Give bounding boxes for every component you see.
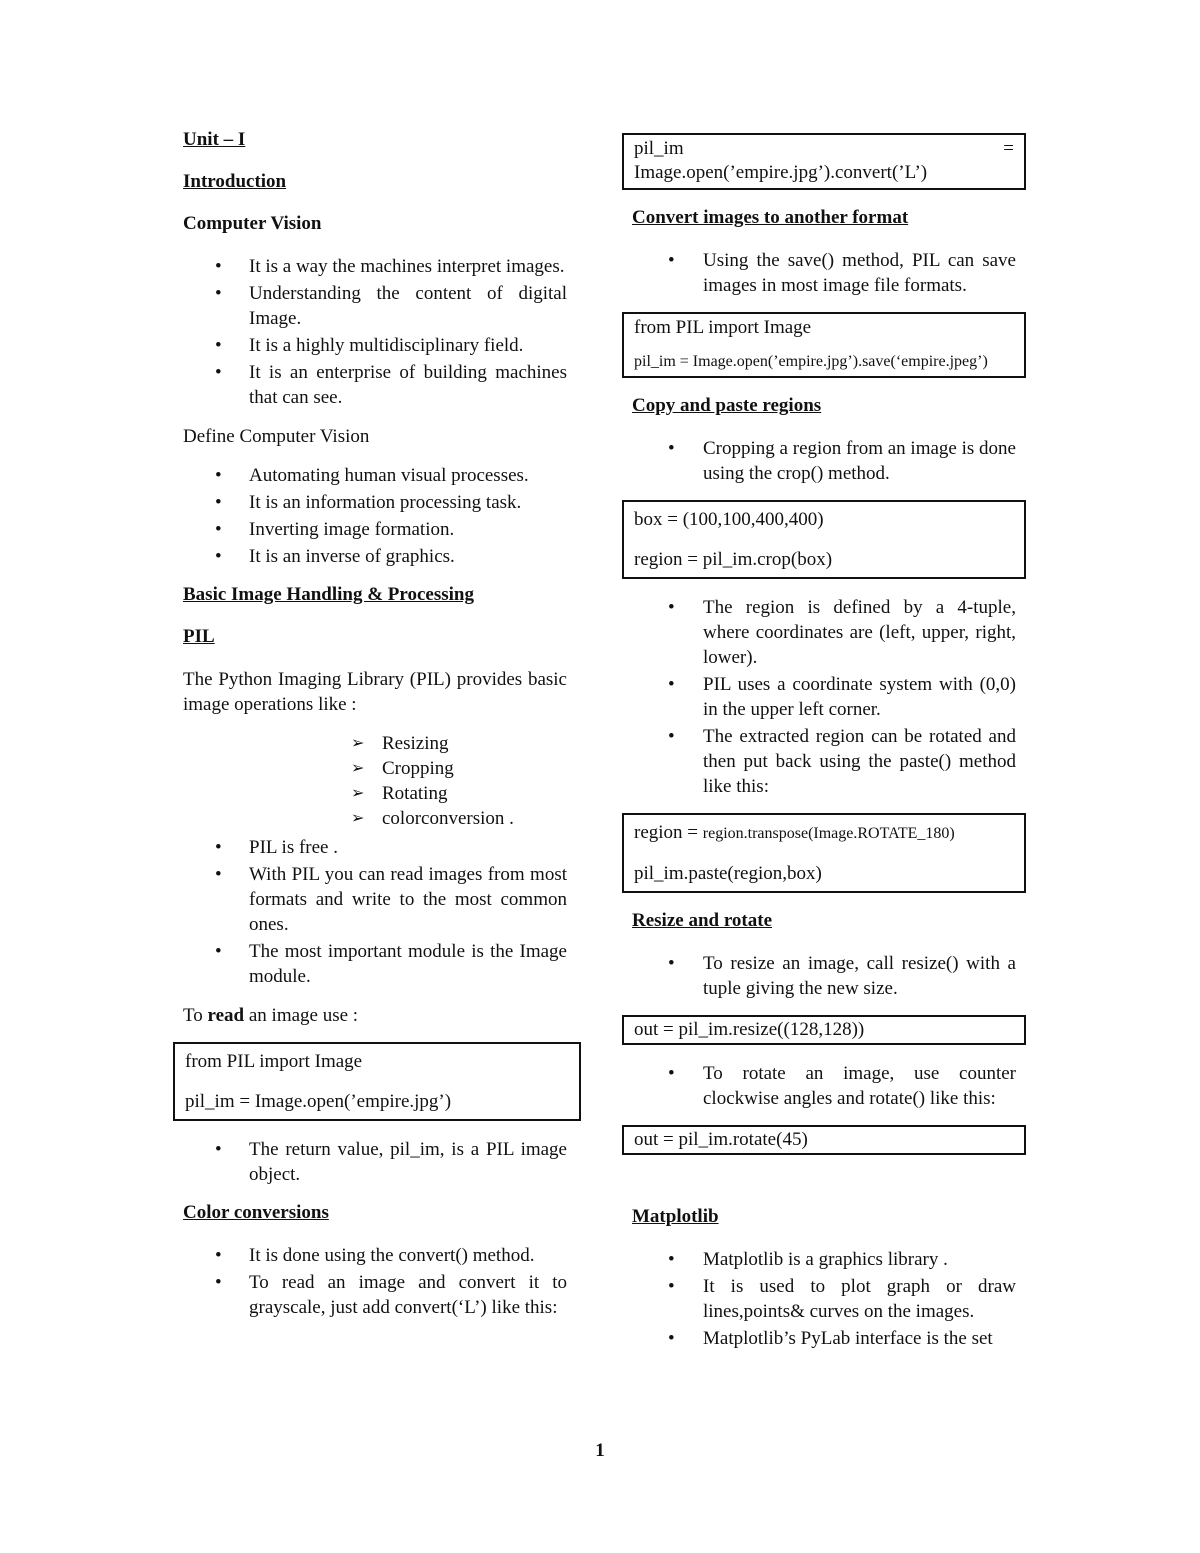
list-item bbox=[183, 360, 567, 410]
copy-paste-heading: Copy and paste regions bbox=[632, 395, 822, 416]
convert-code-box bbox=[622, 133, 1026, 190]
matplotlib-heading: Matplotlib bbox=[632, 1206, 719, 1227]
resize-code-box bbox=[622, 1015, 1026, 1045]
color-bullet-list bbox=[183, 1243, 567, 1320]
list-item bbox=[183, 1137, 567, 1187]
rotate-code-box bbox=[622, 1125, 1026, 1155]
arrow-bullet-icon: ➢ bbox=[351, 810, 365, 827]
introduction-heading: Introduction bbox=[183, 171, 287, 192]
bullet-icon: • bbox=[668, 250, 675, 271]
bullet-icon: • bbox=[215, 465, 222, 486]
resize-bullet-list bbox=[622, 951, 1016, 1001]
unit-heading: Unit – I bbox=[183, 129, 246, 150]
list-item-text: Cropping a region from an image is done using the crop() method. bbox=[703, 438, 1016, 484]
list-item-text: It is an information processing task. bbox=[249, 492, 522, 513]
list-item-text: The extracted region can be rotated and then put back using the paste() method like this: bbox=[703, 726, 1016, 797]
list-item-text: The return value, pil_im, is a PIL image object. bbox=[249, 1139, 567, 1185]
list-item bbox=[183, 490, 567, 515]
left-column bbox=[183, 128, 567, 1334]
right-column bbox=[622, 133, 1026, 1365]
list-item bbox=[622, 1326, 1016, 1351]
list-item-text: Matplotlib’s PyLab interface is the set bbox=[703, 1328, 993, 1349]
arrow-bullet-icon: ➢ bbox=[351, 760, 365, 777]
list-item bbox=[183, 517, 567, 542]
code-line: region = region.transpose(Image.ROTATE_180) bbox=[634, 822, 955, 843]
list-item bbox=[351, 806, 567, 831]
list-item-text: It is used to plot graph or draw lines,points& curves on the images. bbox=[703, 1276, 1016, 1322]
read-image-text: To read an image use : bbox=[183, 1005, 359, 1026]
code-line: region = pil_im.crop(box) bbox=[634, 549, 833, 570]
computer-vision-heading: Computer Vision bbox=[183, 213, 322, 234]
list-item-text: PIL is free . bbox=[249, 837, 338, 858]
pil-bullet-list bbox=[183, 835, 567, 989]
region-bullet-list bbox=[622, 595, 1016, 799]
list-item bbox=[183, 939, 567, 989]
bullet-icon: • bbox=[215, 492, 222, 513]
pil-ops-list bbox=[351, 731, 567, 831]
code-line: pil_im = Image.open(’empire.jpg’).save(‘empire.jpeg’) bbox=[634, 353, 988, 370]
list-item bbox=[183, 1243, 567, 1268]
bullet-icon: • bbox=[215, 1272, 222, 1293]
arrow-bullet-icon: ➢ bbox=[351, 785, 365, 802]
list-item-text: It is an enterprise of building machines that can see. bbox=[249, 362, 567, 408]
code-line: Image.open(’empire.jpg’).convert(’L’) bbox=[634, 162, 928, 183]
bullet-icon: • bbox=[215, 519, 222, 540]
bullet-icon: • bbox=[668, 438, 675, 459]
list-item bbox=[183, 862, 567, 937]
list-item bbox=[351, 731, 567, 756]
list-item bbox=[622, 1247, 1016, 1272]
list-item bbox=[183, 463, 567, 488]
bullet-icon: • bbox=[668, 726, 675, 747]
return-bullet-list bbox=[183, 1137, 567, 1187]
page-number: 1 bbox=[595, 1440, 605, 1461]
list-item-text: The most important module is the Image module. bbox=[249, 941, 567, 987]
list-item-text: Automating human visual processes. bbox=[249, 465, 529, 486]
list-item-text: Rotating bbox=[382, 783, 448, 804]
bullet-icon: • bbox=[668, 1063, 675, 1084]
color-conversions-heading: Color conversions bbox=[183, 1202, 329, 1223]
bullet-icon: • bbox=[215, 837, 222, 858]
list-item bbox=[622, 248, 1016, 298]
list-item-text: colorconversion . bbox=[382, 808, 514, 829]
list-item-text: Understanding the content of digital Image. bbox=[249, 283, 567, 329]
list-item bbox=[622, 672, 1016, 722]
list-item bbox=[183, 1270, 567, 1320]
bullet-icon: • bbox=[215, 864, 222, 885]
code-line: from PIL import Image bbox=[185, 1051, 363, 1072]
list-item bbox=[622, 951, 1016, 1001]
code-line: pil_im.paste(region,box) bbox=[634, 863, 822, 884]
list-item bbox=[622, 595, 1016, 670]
list-item bbox=[183, 281, 567, 331]
bullet-icon: • bbox=[215, 1245, 222, 1266]
read-bold-word: read bbox=[207, 1005, 245, 1026]
code-line: pil_im = Image.open(’empire.jpg’) bbox=[185, 1091, 452, 1112]
list-item bbox=[622, 724, 1016, 799]
cv-bullet-list bbox=[183, 254, 567, 410]
format-bullet-list bbox=[622, 248, 1016, 298]
bullet-icon: • bbox=[215, 546, 222, 567]
list-item bbox=[183, 835, 567, 860]
code-line: out = pil_im.rotate(45) bbox=[634, 1129, 808, 1150]
pil-intro-text: The Python Imaging Library (PIL) provides basic image operations like : bbox=[183, 669, 567, 715]
save-code-box bbox=[622, 312, 1026, 378]
paste-code-box bbox=[622, 813, 1026, 893]
list-item-text: To read an image and convert it to grayscale, just add convert(‘L’) like this: bbox=[249, 1272, 567, 1318]
list-item bbox=[622, 1061, 1016, 1111]
list-item bbox=[622, 1274, 1016, 1324]
list-item-text: Cropping bbox=[382, 758, 454, 779]
list-item-text: Matplotlib is a graphics library . bbox=[703, 1249, 948, 1270]
code-line: from PIL import Image bbox=[634, 317, 812, 338]
list-item bbox=[622, 436, 1016, 486]
bullet-icon: • bbox=[668, 674, 675, 695]
basic-image-heading: Basic Image Handling & Processing bbox=[183, 584, 474, 605]
bullet-icon: • bbox=[668, 1249, 675, 1270]
code-line: out = pil_im.resize((128,128)) bbox=[634, 1019, 865, 1040]
list-item-text: To rotate an image, use counter clockwise angles and rotate() like this: bbox=[703, 1063, 1016, 1109]
define-bullet-list bbox=[183, 463, 567, 569]
list-item-text: It is a highly multidisciplinary field. bbox=[249, 335, 524, 356]
list-item-text: Inverting image formation. bbox=[249, 519, 455, 540]
list-item-text: It is done using the convert() method. bbox=[249, 1245, 535, 1266]
list-item bbox=[183, 544, 567, 569]
bullet-icon: • bbox=[215, 256, 222, 277]
list-item bbox=[183, 333, 567, 358]
list-item-text: To resize an image, call resize() with a tuple giving the new size. bbox=[703, 953, 1016, 999]
list-item-text: Using the save() method, PIL can save images in most image file formats. bbox=[703, 250, 1016, 296]
list-item-text: Resizing bbox=[382, 733, 449, 754]
list-item-text: The region is defined by a 4-tuple, where coordinates are (left, upper, right, lower). bbox=[703, 597, 1016, 668]
bullet-icon: • bbox=[215, 283, 222, 304]
bullet-icon: • bbox=[215, 1139, 222, 1160]
define-cv-text: Define Computer Vision bbox=[183, 426, 370, 447]
read-code-box bbox=[173, 1042, 581, 1121]
crop-code-box bbox=[622, 500, 1026, 579]
list-item-text: It is an inverse of graphics. bbox=[249, 546, 455, 567]
copy-bullet-list bbox=[622, 436, 1016, 486]
list-item-text: With PIL you can read images from most formats and write to the most common ones. bbox=[249, 864, 567, 935]
code-line: pil_im = bbox=[634, 138, 1014, 159]
pil-heading: PIL bbox=[183, 626, 215, 647]
bullet-icon: • bbox=[668, 1276, 675, 1297]
bullet-icon: • bbox=[668, 597, 675, 618]
bullet-icon: • bbox=[668, 1328, 675, 1349]
matplotlib-bullet-list bbox=[622, 1247, 1016, 1351]
list-item-text: It is a way the machines interpret images. bbox=[249, 256, 565, 277]
list-item bbox=[351, 756, 567, 781]
convert-format-heading: Convert images to another format bbox=[632, 207, 909, 228]
bullet-icon: • bbox=[215, 941, 222, 962]
bullet-icon: • bbox=[668, 953, 675, 974]
arrow-bullet-icon: ➢ bbox=[351, 735, 365, 752]
resize-rotate-heading: Resize and rotate bbox=[632, 910, 773, 931]
list-item-text: PIL uses a coordinate system with (0,0) in the upper left corner. bbox=[703, 674, 1016, 720]
code-line: box = (100,100,400,400) bbox=[634, 509, 824, 530]
rotate-bullet-list bbox=[622, 1061, 1016, 1111]
bullet-icon: • bbox=[215, 335, 222, 356]
list-item bbox=[183, 254, 567, 279]
list-item bbox=[351, 781, 567, 806]
bullet-icon: • bbox=[215, 362, 222, 383]
